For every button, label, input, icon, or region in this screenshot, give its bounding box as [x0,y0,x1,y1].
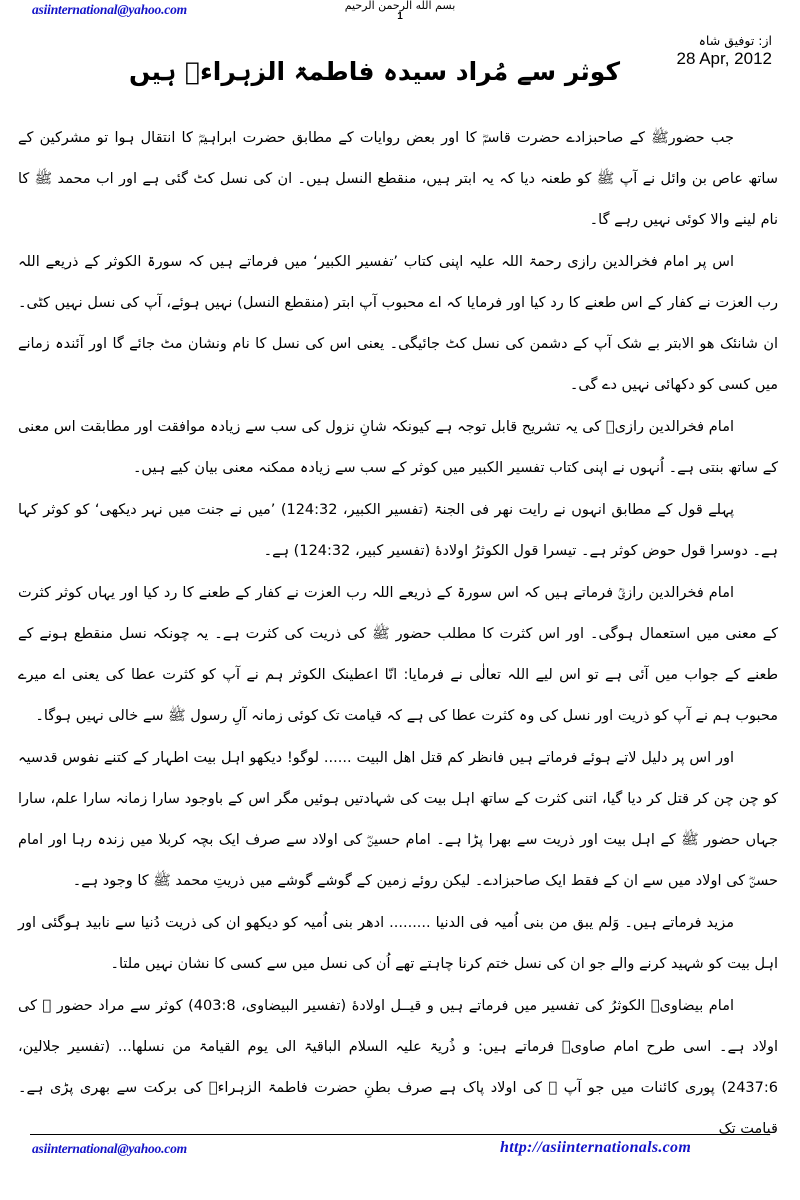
page-number: 1 [397,11,403,23]
body-paragraph: امام بیضاویؒ الکوثرُ کی تفسیر میں فرماتے ہیں و قیــل اولادهٔ (تفسیر البیضاوی، 403:8) کوثر سے مراد حضور ﷺ کی اولاد ہے۔ اسی طرح امام صاویؒ فرماتے ہیں: و ذُریۃ علیہ السلام الباقیۃ الی یوم القیامۃ من نسلھا... (تفسیر جلالین، 2437:6) پوری کائنات میں جو آپ ﷺ کی اولاد پاک ہے صرف بطنِ حضرت فاطمۃ الزہراءؓ کی برکت سے بھری پڑی ہے۔ قیامت تک [18,998,778,1137]
body-paragraph: امام فخرالدین رازیؒ کی یہ تشریح قابل توجہ ہے کیونکہ شانِ نزول کی سب سے زیادہ موافقت اور مطابقت اس معنی کے ساتھ بنتی ہے۔ اُنہوں نے اپنی کتاب تفسیر الکبیر میں کوثر کے سب سے زیادہ ممکنہ معنی بیان کیے ہیں۔ [18,419,778,476]
page-footer [0,1134,800,1174]
body-paragraph: پہلے قول کے مطابق انہوں نے رایت نھر فی الجنۃ (تفسیر الکبیر، 124:32) ’میں نے جنت میں نہر دیکھی‘ کو کوثر کہا ہے۔ دوسرا قول حوض کوثر ہے۔ تیسرا قول الکوثرُ اولادهٔ (تفسیر کبیر، 124:32) ہے۔ [18,502,778,559]
footer-email-link[interactable]: asiinternational@yahoo.com [32,1141,187,1156]
bismillah-block [0,0,800,22]
footer-website-link[interactable]: http://asiinternationals.com [500,1139,692,1156]
body-paragraph: جب حضورﷺ کے صاحبزادے حضرت قاسمؓ کا اور بعض روایات کے مطابق حضرت ابراہیمؓ کا انتقال ہوا تو مشرکین کے ساتھ عاص بن وائل نے آپ ﷺ کو طعنہ دیا کہ یہ ابتر ہیں، منقطع النسل ہیں۔ ان کی نسل کٹ گئی ہے اور اب محمد ﷺ کا نام لینے والا کوئی نہیں رہے گا۔ [18,130,778,228]
document-body [0,118,800,1150]
body-paragraph: مزید فرماتے ہیں۔ وَلم یبق من بنی اُمیہ فی الدنیا ......... ادھر بنی اُمیہ کو دیکھو ان کی ذریت دُنیا سے نابید ہوگئی اور اہل بیت کو شہید کرنے والے جو ان کی نسل ختم کرنا چاہتے تھے اُن کی نسل میں سے کسی کا نشان نہیں ملتا۔ [18,915,778,972]
bismillah-text: بسم الله الرحمن الرحيم [344,0,456,12]
page-title: کوثر سے مُراد سیدہ فاطمۃ الزہراءؓ ہیں [128,57,620,86]
header-email-link[interactable]: asiinternational@yahoo.com [32,2,187,17]
page-header [0,0,800,30]
title-band [0,34,800,106]
footer-divider [30,1134,770,1135]
byline-block [677,34,772,69]
body-paragraph: اور اس پر دلیل لاتے ہوئے فرماتے ہیں فانظر کم قتل اھل البیت ...... لوگو! دیکھو اہل بیت اطہار کے کتنے نفوس قدسیہ کو چن چن کر قتل کر دیا گیا، اتنی کثرت کے ساتھ اہل بیت کی شہادتیں ہوئیں مگر اس کے باوجود سارا زمانہ سارا علم، سارا جہاں حضور ﷺ کے اہل بیت اور ذریت سے بھرا پڑا ہے۔ امام حسینؓ کی اولاد سے صرف ایک بچہ کربلا میں زندہ رہا اور امام حسنؓ کی اولاد میں سے ان کے فقط ایک صاحبزادے۔ لیکن روئے زمین کے گوشے گوشے میں ذریتِ محمد ﷺ کا وجود ہے۔ [18,750,778,889]
body-paragraph: امام فخرالدین رازیؒ فرماتے ہیں کہ اس سورۃ کے ذریعے اللہ رب العزت نے کفار کے طعنے کا رد کیا اور یہاں کوثر کثرت کے معنی میں استعمال ہوگی۔ اور اس کثرت کا مطلب حضور ﷺ کی ذریت کی کثرت ہے۔ یہ چونکہ نسل منقطع ہونے کے طعنے کے جواب میں آئی ہے تو اس لیے اللہ تعالٰی نے فرمایا: انّا اعطینک الکوثر ہم نے آپ کو کثرت عطا کی یعنی اے میرے محبوب ہم نے آپ کو ذریت اور نسل کی وہ کثرت عطا کی ہے کہ قیامت تک کوئی زمانہ آلِ رسول ﷺ سے خالی نہیں ہوگا۔ [18,585,778,724]
byline-date: 28 Apr, 2012 [676,49,772,69]
byline-author: از: توفیق شاہ [698,33,772,48]
body-paragraph: اس پر امام فخرالدین رازی رحمۃ اللہ علیہ اپنی کتاب ’تفسیر الکبیر‘ میں فرماتے ہیں کہ سورۃ الکوثر کے ذریعے اللہ رب العزت نے کفار کے اس طعنے کا رد کیا اور فرمایا کہ اے محبوب آپ ابتر (منقطع النسل) نہیں ہوئے، آپ کی نسل نہیں کٹی۔ ان شانئک ھو الابتر بے شک آپ کے دشمن کی نسل کٹ جائیگی۔ یعنی اس کی نسل کا نام ونشان مٹ جائے گا اور آئندہ زمانے میں کسی کو دکھائی نہیں دے گی۔ [18,254,778,393]
